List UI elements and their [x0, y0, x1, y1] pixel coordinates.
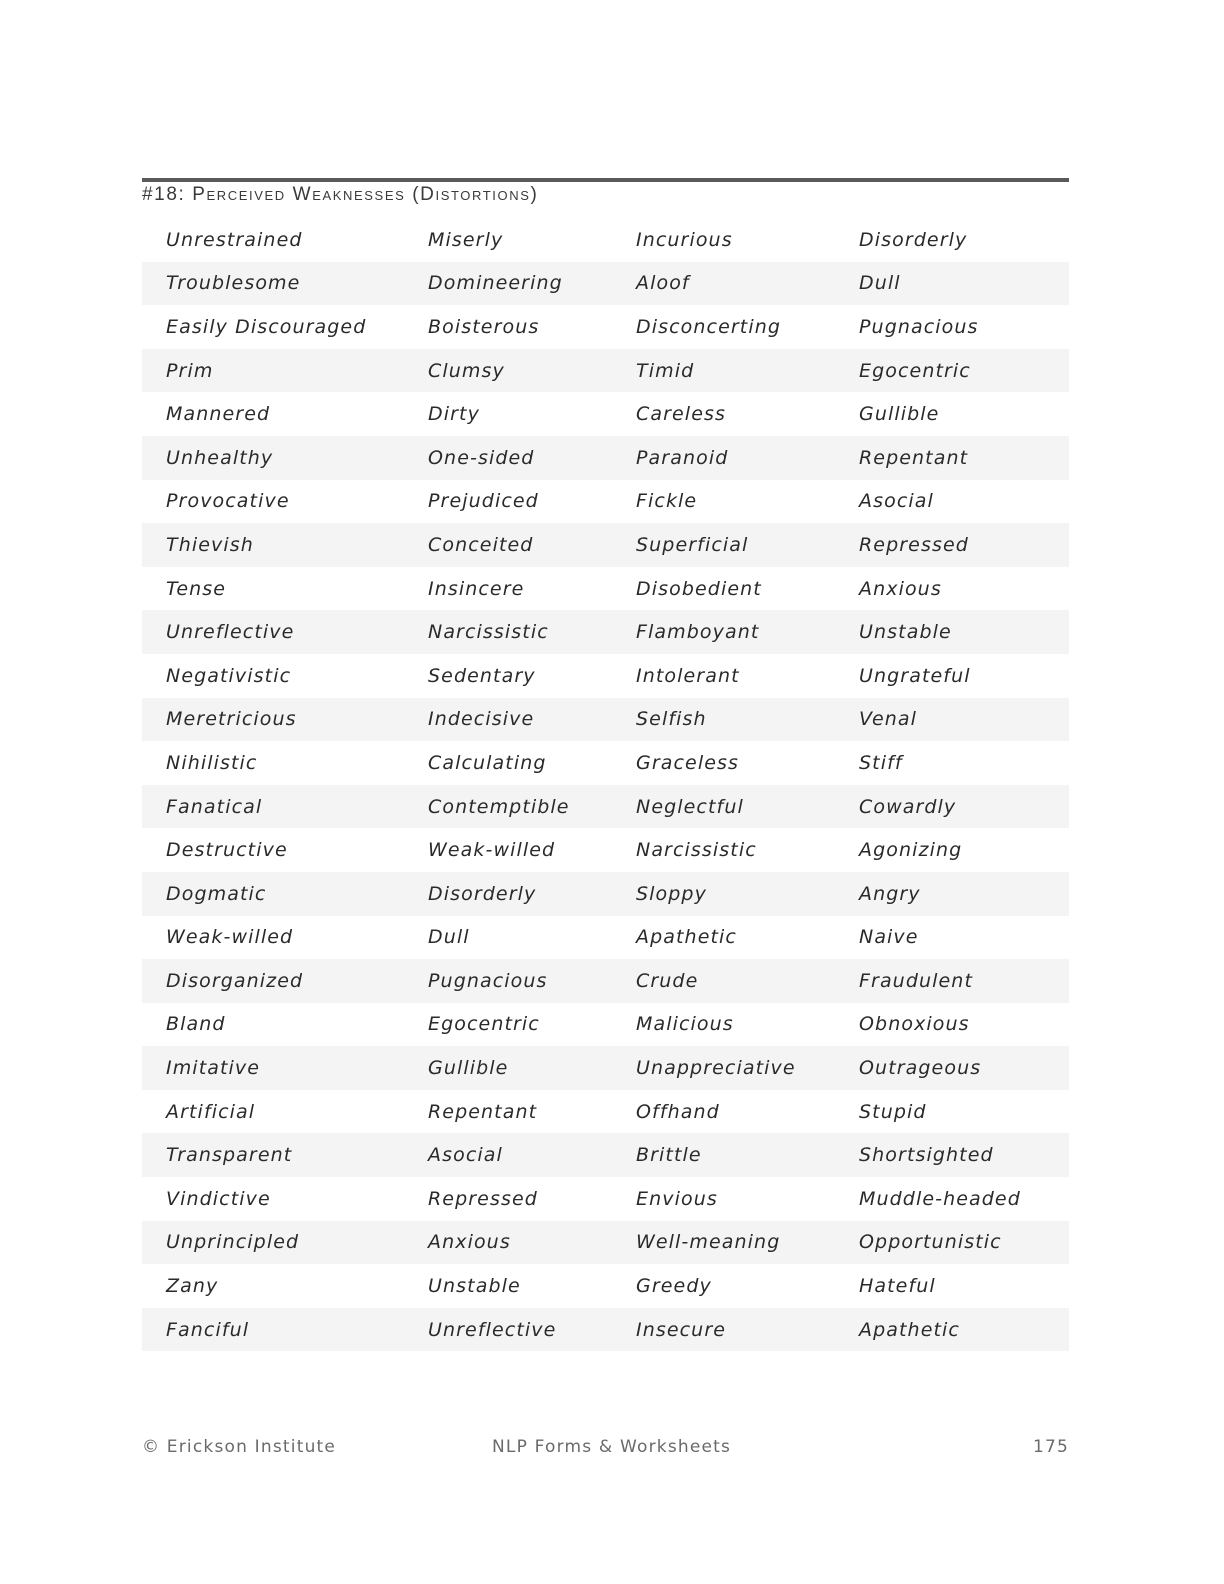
table-cell: Apathetic: [636, 926, 737, 949]
table-row: [142, 305, 1069, 349]
table-row: [142, 436, 1069, 480]
table-cell: One-sided: [428, 446, 535, 469]
table-cell: Crude: [636, 969, 699, 992]
table-cell: Prim: [166, 359, 214, 382]
table-cell: Conceited: [428, 533, 534, 556]
table-cell: Nihilistic: [166, 751, 258, 774]
footer-copyright: © Erickson Institute: [142, 1437, 337, 1457]
table-row: [142, 828, 1069, 872]
table-cell: Offhand: [636, 1100, 720, 1123]
table-cell: Apathetic: [859, 1318, 960, 1341]
table-cell: Contemptible: [428, 795, 570, 818]
table-cell: Naive: [859, 926, 919, 949]
table-cell: Narcissistic: [636, 839, 757, 862]
table-cell: Intolerant: [636, 664, 740, 687]
table-row: [142, 610, 1069, 654]
table-cell: Vindictive: [166, 1187, 271, 1210]
table-cell: Insincere: [428, 577, 525, 600]
table-cell: Superficial: [636, 533, 749, 556]
table-row: [142, 698, 1069, 742]
table-cell: Unstable: [859, 621, 952, 644]
table-cell: Unrestrained: [166, 228, 303, 251]
table-cell: Gullible: [859, 403, 940, 426]
table-cell: Flamboyant: [636, 621, 760, 644]
table-cell: Meretricious: [166, 708, 297, 731]
table-row: [142, 741, 1069, 785]
table-cell: Opportunistic: [859, 1231, 1002, 1254]
table-cell: Malicious: [636, 1013, 734, 1036]
table-cell: Paranoid: [636, 446, 729, 469]
table-row: [142, 480, 1069, 524]
table-cell: Pugnacious: [859, 315, 979, 338]
table-cell: Mannered: [166, 403, 271, 426]
table-row: [142, 523, 1069, 567]
table-cell: Transparent: [166, 1144, 293, 1167]
table-cell: Envious: [636, 1187, 718, 1210]
table-cell: Anxious: [428, 1231, 511, 1254]
table-cell: Unreflective: [166, 621, 295, 644]
table-cell: Unhealthy: [166, 446, 274, 469]
table-cell: Disorderly: [859, 228, 968, 251]
table-cell: Fraudulent: [859, 969, 973, 992]
table-cell: Repressed: [428, 1187, 538, 1210]
table-cell: Disconcerting: [636, 315, 781, 338]
table-cell: Unstable: [428, 1275, 521, 1298]
table-cell: Asocial: [428, 1144, 503, 1167]
table-cell: Outrageous: [859, 1057, 982, 1080]
table-cell: Graceless: [636, 751, 739, 774]
table-row: [142, 392, 1069, 436]
table-row: [142, 1221, 1069, 1265]
table-cell: Unreflective: [428, 1318, 557, 1341]
table-cell: Disorderly: [428, 882, 537, 905]
table-row: [142, 1046, 1069, 1090]
table-cell: Zany: [166, 1275, 219, 1298]
table-cell: Thievish: [166, 533, 254, 556]
section-rule: [142, 178, 1069, 182]
table-cell: Venal: [859, 708, 918, 731]
section-title: #18: Perceived Weaknesses (Distortions): [142, 184, 539, 205]
table-cell: Clumsy: [428, 359, 505, 382]
table-cell: Sloppy: [636, 882, 707, 905]
word-table: [142, 218, 1069, 1351]
table-cell: Agonizing: [859, 839, 963, 862]
table-cell: Bland: [166, 1013, 226, 1036]
table-row: [142, 1177, 1069, 1221]
table-row: [142, 218, 1069, 262]
footer-page-number: 175: [1032, 1437, 1069, 1457]
table-cell: Selfish: [636, 708, 707, 731]
table-cell: Prejudiced: [428, 490, 539, 513]
table-cell: Narcissistic: [428, 621, 549, 644]
table-cell: Asocial: [859, 490, 934, 513]
table-cell: Hateful: [859, 1275, 936, 1298]
table-cell: Greedy: [636, 1275, 712, 1298]
table-cell: Obnoxious: [859, 1013, 970, 1036]
table-cell: Repressed: [859, 533, 969, 556]
table-row: [142, 567, 1069, 611]
table-cell: Dull: [428, 926, 470, 949]
table-row: [142, 785, 1069, 829]
table-cell: Stiff: [859, 751, 903, 774]
table-cell: Boisterous: [428, 315, 540, 338]
table-cell: Sedentary: [428, 664, 536, 687]
table-cell: Domineering: [428, 272, 563, 295]
table-cell: Repentant: [428, 1100, 538, 1123]
table-row: [142, 916, 1069, 960]
table-cell: Easily Discouraged: [166, 315, 367, 338]
table-cell: Negativistic: [166, 664, 292, 687]
table-cell: Troublesome: [166, 272, 301, 295]
table-cell: Anxious: [859, 577, 942, 600]
table-cell: Weak-willed: [428, 839, 556, 862]
table-cell: Dirty: [428, 403, 480, 426]
table-cell: Well-meaning: [636, 1231, 781, 1254]
table-cell: Muddle-headed: [859, 1187, 1021, 1210]
table-row: [142, 959, 1069, 1003]
table-cell: Imitative: [166, 1057, 261, 1080]
table-cell: Fanatical: [166, 795, 263, 818]
table-cell: Repentant: [859, 446, 969, 469]
table-cell: Cowardly: [859, 795, 957, 818]
table-cell: Destructive: [166, 839, 288, 862]
table-cell: Unappreciative: [636, 1057, 796, 1080]
table-cell: Tense: [166, 577, 227, 600]
footer-book-title: NLP Forms & Worksheets: [492, 1437, 732, 1457]
table-cell: Weak-willed: [166, 926, 294, 949]
table-cell: Artificial: [166, 1100, 256, 1123]
table-cell: Disorganized: [166, 969, 304, 992]
table-cell: Neglectful: [636, 795, 744, 818]
table-cell: Insecure: [636, 1318, 727, 1341]
table-cell: Fickle: [636, 490, 698, 513]
table-cell: Provocative: [166, 490, 290, 513]
table-cell: Fanciful: [166, 1318, 250, 1341]
table-row: [142, 262, 1069, 306]
table-cell: Miserly: [428, 228, 504, 251]
table-row: [142, 654, 1069, 698]
table-cell: Disobedient: [636, 577, 762, 600]
table-row: [142, 349, 1069, 393]
table-cell: Careless: [636, 403, 726, 426]
table-cell: Pugnacious: [428, 969, 548, 992]
table-cell: Timid: [636, 359, 695, 382]
table-cell: Incurious: [636, 228, 733, 251]
table-cell: Shortsighted: [859, 1144, 994, 1167]
table-cell: Unprincipled: [166, 1231, 300, 1254]
table-cell: Calculating: [428, 751, 547, 774]
table-cell: Angry: [859, 882, 921, 905]
table-cell: Gullible: [428, 1057, 509, 1080]
table-row: [142, 1264, 1069, 1308]
table-cell: Brittle: [636, 1144, 702, 1167]
table-row: [142, 1090, 1069, 1134]
table-cell: Ungrateful: [859, 664, 971, 687]
table-cell: Egocentric: [859, 359, 971, 382]
table-cell: Indecisive: [428, 708, 535, 731]
table-cell: Egocentric: [428, 1013, 540, 1036]
table-cell: Stupid: [859, 1100, 927, 1123]
table-cell: Dull: [859, 272, 901, 295]
table-cell: Dogmatic: [166, 882, 267, 905]
table-row: [142, 1133, 1069, 1177]
table-row: [142, 1003, 1069, 1047]
table-cell: Aloof: [636, 272, 690, 295]
table-row: [142, 1308, 1069, 1352]
table-row: [142, 872, 1069, 916]
